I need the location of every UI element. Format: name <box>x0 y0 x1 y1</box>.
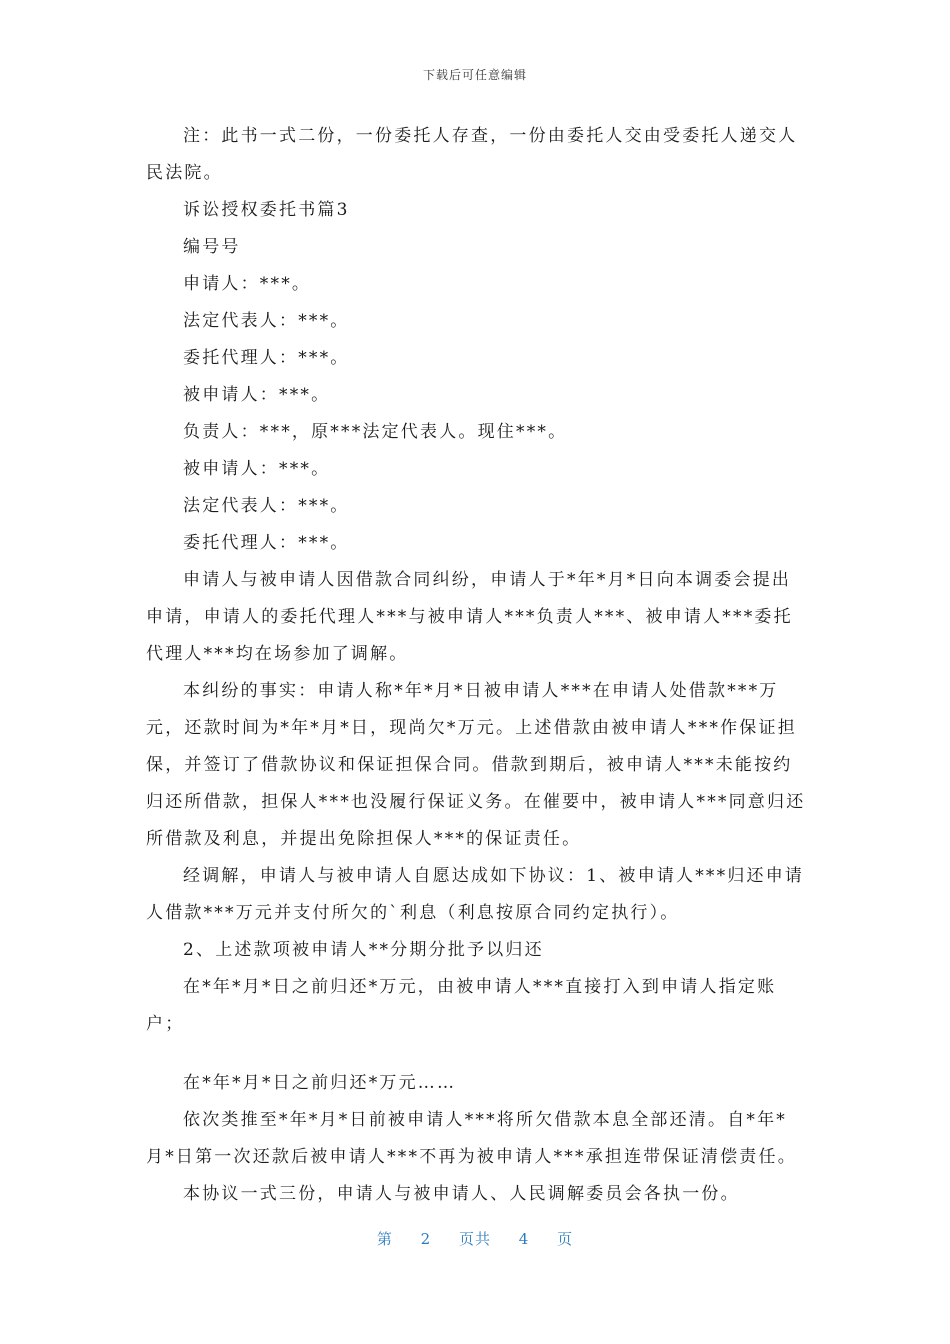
paragraph-final-payment: 依次类推至*年*月*日前被申请人***将所欠借款本息全部还清。自*年*月*日第一次还款后被申请人***不再为被申请人***承担连带保证清偿责任。 <box>146 1110 797 1167</box>
page-header: 下载后可任意编辑 <box>422 68 527 82</box>
paragraph-respondent-2: 被申请人：***。 <box>183 459 331 479</box>
page-footer: 第 2 页共 4 页 <box>376 1230 574 1248</box>
paragraph-responsible-person: 负责人：***，原***法定代表人。现住***。 <box>183 422 568 442</box>
document-body <box>146 118 806 1213</box>
paragraph-agreement: 经调解，申请人与被申请人自愿达成如下协议：1、被申请人***归还申请人借款***万元并支付所欠的`利息（利息按原合同约定执行）。 <box>146 866 805 923</box>
paragraph-dispute: 申请人与被申请人因借款合同纠纷，申请人于*年*月*日向本调委会提出申请，申请人的委托代理人***与被申请人***负责人***、被申请人***委托代理人***均在场参加了调解。 <box>146 570 793 664</box>
paragraph-copies: 本协议一式三份，申请人与被申请人、人民调解委员会各执一份。 <box>183 1184 740 1204</box>
paragraph-respondent: 被申请人：***。 <box>183 385 331 405</box>
paragraph-agent: 委托代理人：***。 <box>183 348 350 368</box>
paragraph-applicant: 申请人：***。 <box>183 274 312 294</box>
paragraph-number: 编号号 <box>183 237 241 257</box>
paragraph-installment-1: 在*年*月*日之前归还*万元，由被申请人***直接打入到申请人指定账户； <box>146 977 777 1034</box>
paragraph-note: 注：此书一式二份，一份委托人存查，一份由委托人交由受委托人递交人民法院。 <box>146 126 798 183</box>
paragraph-legal-rep-2: 法定代表人：***。 <box>183 496 350 516</box>
paragraph-agent-2: 委托代理人：***。 <box>183 533 350 553</box>
paragraph-installment-2: 在*年*月*日之前归还*万元…… <box>183 1073 457 1093</box>
section-title: 诉讼授权委托书篇3 <box>183 200 350 220</box>
blank-gap <box>146 1043 806 1065</box>
paragraph-installments: 2、上述款项被申请人**分期分批予以归还 <box>183 940 544 960</box>
paragraph-facts: 本纠纷的事实：申请人称*年*月*日被申请人***在申请人处借款***万元，还款时间为*年*月*日，现尚欠*万元。上述借款由被申请人***作保证担保，并签订了借款协议和保证担保合同。借款到期后，被申请人***未能按约归还所借款，担保人***也没履行保证义务。在催要中，被申请人***同意归还所借款及利息，并提出免除担保人***的保证责任。 <box>146 681 806 849</box>
paragraph-legal-rep: 法定代表人：***。 <box>183 311 350 331</box>
